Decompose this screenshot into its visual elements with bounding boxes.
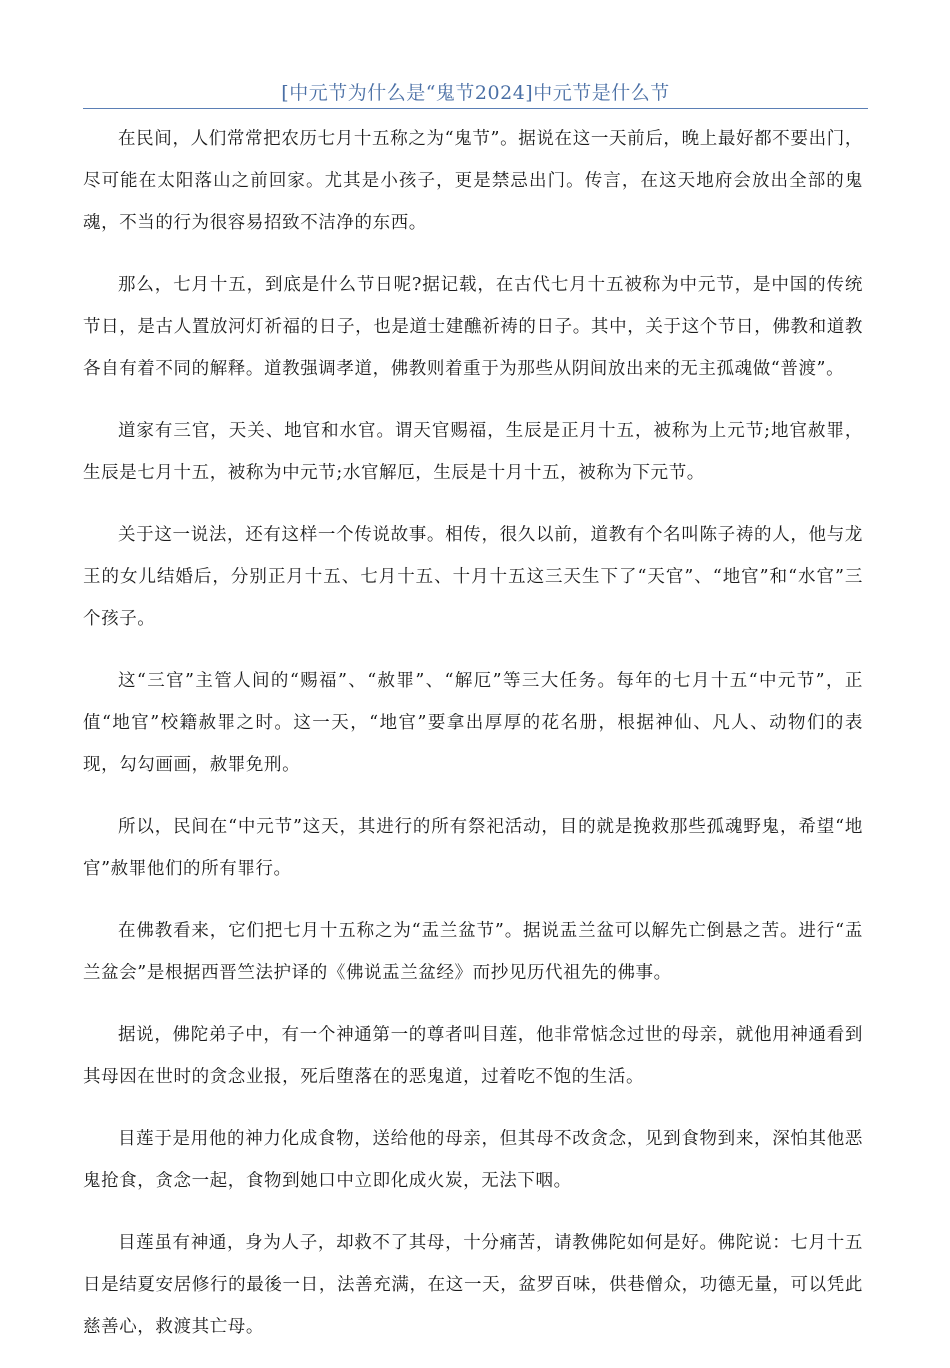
paragraph: 在民间，人们常常把农历七月十五称之为“鬼节”。据说在这一天前后，晚上最好都不要出门，尽可能在太阳落山之前回家。尤其是小孩子，更是禁忌出门。传言，在这天地府会放出全部的鬼魂，不当的行为很容易招致不洁净的东西。: [83, 129, 863, 233]
paragraph: 目莲虽有神通，身为人子，却救不了其母，十分痛苦，请教佛陀如何是好。佛陀说：七月十五日是结夏安居修行的最後一日，法善充满，在这一天，盆罗百味，供巷僧众，功德无量，可以凭此慈善心，救渡其亡母。: [83, 1233, 863, 1337]
paragraph: 在佛教看来，它们把七月十五称之为“盂兰盆节”。据说盂兰盆可以解先亡倒悬之苦。进行“盂兰盆会”是根据西晋竺法护译的《佛说盂兰盆经》而抄见历代祖先的佛事。: [83, 921, 863, 983]
paragraph: 这“三官”主管人间的“赐福”、“赦罪”、“解厄”等三大任务。每年的七月十五“中元节”，正值“地官”校籍赦罪之时。这一天，“地官”要拿出厚厚的花名册，根据神仙、凡人、动物们的表现，勾勾画画，赦罪免刑。: [83, 671, 863, 775]
document-title: [中元节为什么是“鬼节2024]中元节是什么节: [281, 82, 670, 104]
page-header: [83, 78, 868, 109]
paragraph: 目莲于是用他的神力化成食物，送给他的母亲，但其母不改贪念，见到食物到来，深怕其他恶鬼抢食，贪念一起，食物到她口中立即化成火炭，无法下咽。: [83, 1129, 863, 1191]
article-body: [83, 118, 863, 1368]
paragraph: 所以，民间在“中元节”这天，其进行的所有祭祀活动，目的就是挽救那些孤魂野鬼，希望“地官”赦罪他们的所有罪行。: [83, 817, 863, 879]
paragraph: 关于这一说法，还有这样一个传说故事。相传，很久以前，道教有个名叫陈子祷的人，他与龙王的女儿结婚后，分别正月十五、七月十五、十月十五这三天生下了“天官”、“地官”和“水官”三个孩子。: [83, 525, 863, 629]
paragraph: 道家有三官，天关、地官和水官。谓天官赐福，生辰是正月十五，被称为上元节;地官赦罪，生辰是七月十五，被称为中元节;水官解厄，生辰是十月十五，被称为下元节。: [83, 421, 863, 483]
paragraph: 据说，佛陀弟子中，有一个神通第一的尊者叫目莲，他非常惦念过世的母亲，就他用神通看到其母因在世时的贪念业报，死后堕落在的恶鬼道，过着吃不饱的生活。: [83, 1025, 863, 1087]
paragraph: 那么，七月十五，到底是什么节日呢?据记载，在古代七月十五被称为中元节，是中国的传统节日，是古人置放河灯祈福的日子，也是道士建醮祈祷的日子。其中，关于这个节日，佛教和道教各自有着不同的解释。道教强调孝道，佛教则着重于为那些从阴间放出来的无主孤魂做“普渡”。: [83, 275, 863, 379]
